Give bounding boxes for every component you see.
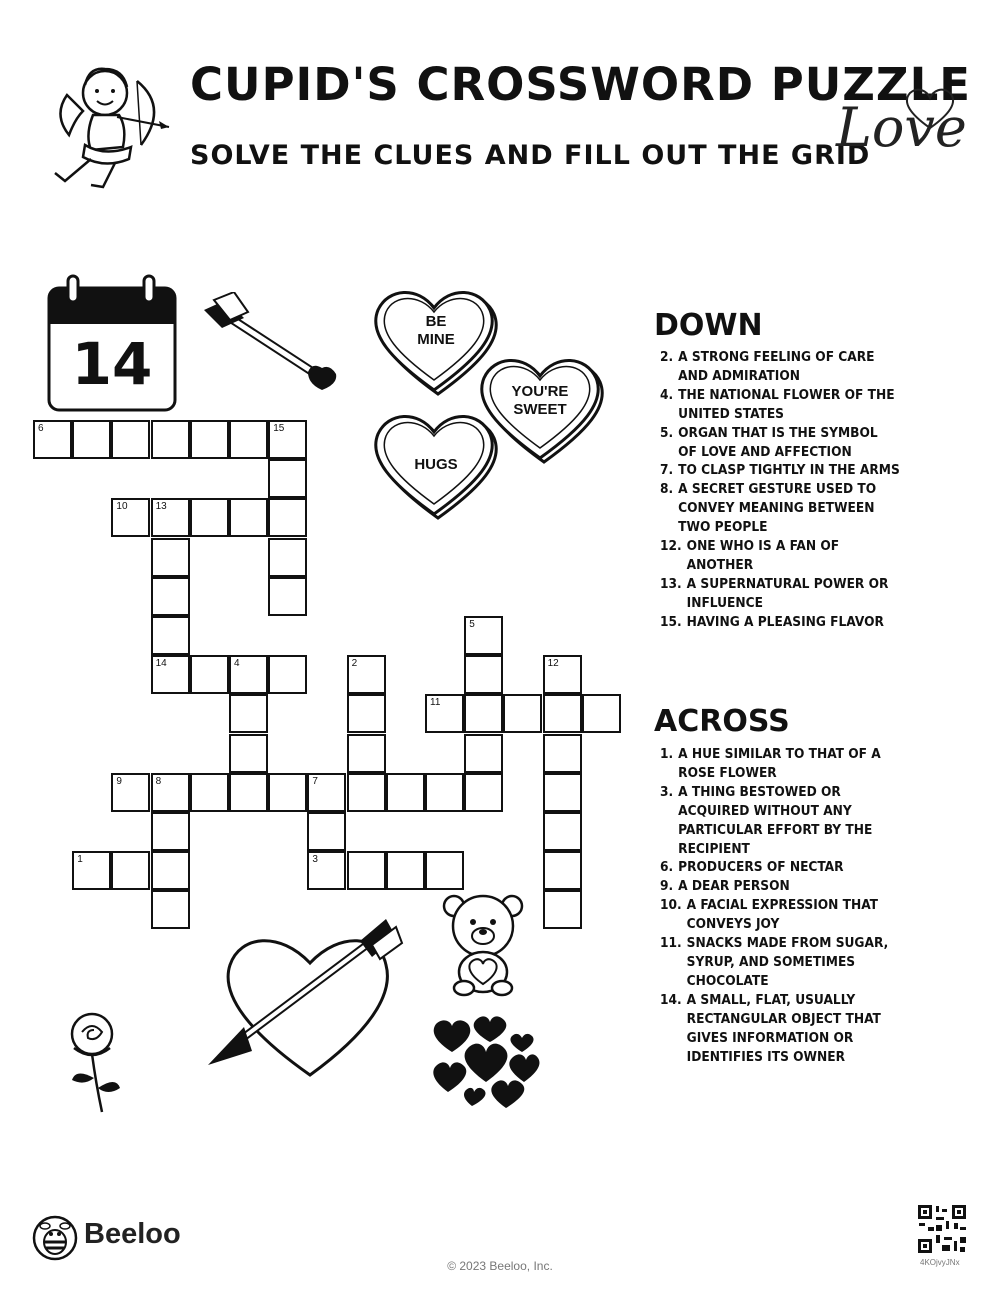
grid-cell[interactable] — [268, 538, 307, 577]
clue-text: A HUE SIMILAR TO THAT OF A ROSE FLOWER — [678, 746, 881, 781]
grid-cell[interactable] — [543, 773, 582, 812]
clue-number: 13. — [660, 575, 682, 592]
cell-number: 10 — [116, 501, 128, 513]
cell-number: 12 — [547, 658, 559, 670]
down-clue — [660, 424, 900, 462]
clue-text: A SMALL, FLAT, USUALLY RECTANGULAR OBJECT THAT GIVES INFORMATION OR IDENTIFIES ITS OWNER — [686, 991, 881, 1065]
across-clue — [660, 783, 900, 859]
grid-cell[interactable] — [151, 851, 190, 890]
across-clue-list — [660, 745, 900, 1066]
clue-text: TO CLASP TIGHTLY IN THE ARMS — [678, 462, 900, 479]
cell-number: 7 — [312, 775, 318, 787]
clue-text: ORGAN THAT IS THE SYMBOL OF LOVE AND AFFECTION — [678, 424, 878, 460]
print-code: 4KOjvyJNx — [920, 1258, 960, 1267]
down-heading: DOWN — [654, 308, 763, 343]
clue-number: 11. — [660, 935, 682, 952]
clue-number: 14. — [660, 991, 682, 1008]
grid-cell[interactable] — [268, 655, 307, 694]
grid-cell[interactable] — [229, 734, 268, 773]
clue-text: A DEAR PERSON — [678, 878, 790, 895]
love-heart-icon — [900, 84, 960, 134]
teddy-bear-icon — [438, 888, 528, 998]
grid-cell[interactable] — [268, 773, 307, 812]
grid-cell[interactable] — [151, 538, 190, 577]
grid-cell[interactable] — [268, 459, 307, 498]
cell-number: 2 — [351, 658, 358, 670]
grid-cell[interactable] — [464, 616, 503, 655]
cell-number: 1 — [77, 854, 83, 866]
clue-text: A THING BESTOWED OR ACQUIRED WITHOUT ANY PARTICULAR EFFORT BY THE RECIPIENT — [678, 783, 873, 857]
heart-text-youre: YOU'RE — [511, 383, 569, 400]
cell-number: 8 — [155, 775, 162, 787]
clue-text: HAVING A PLEASING FLAVOR — [686, 613, 884, 630]
grid-cell[interactable] — [425, 773, 464, 812]
qr-code-icon — [916, 1203, 968, 1255]
grid-cell[interactable] — [347, 655, 386, 694]
grid-cell[interactable] — [151, 890, 190, 929]
across-heading: ACROSS — [654, 704, 790, 739]
grid-cell[interactable] — [111, 498, 150, 537]
grid-cell[interactable] — [386, 773, 425, 812]
grid-cell[interactable] — [464, 734, 503, 773]
grid-cell[interactable] — [464, 655, 503, 694]
down-clue — [660, 537, 900, 575]
calendar-day: 14 — [71, 330, 153, 398]
grid-cell[interactable] — [268, 577, 307, 616]
cell-number: 13 — [155, 501, 167, 513]
grid-cell[interactable] — [543, 734, 582, 773]
cell-number: 5 — [469, 619, 475, 630]
grid-cell[interactable] — [151, 498, 190, 537]
grid-cell[interactable] — [543, 655, 582, 694]
brand-name: Beeloo — [84, 1218, 181, 1250]
grid-cell[interactable] — [503, 694, 542, 733]
clue-number: 4. — [660, 386, 674, 403]
clue-number: 3. — [660, 783, 674, 800]
grid-cell[interactable] — [229, 655, 268, 694]
copyright-text: © 2023 Beeloo, Inc. — [447, 1259, 553, 1273]
cell-number: 11 — [430, 697, 441, 709]
clue-number: 2. — [660, 349, 674, 365]
rose-icon — [60, 1008, 130, 1116]
page-subtitle: SOLVE THE CLUES AND FILL OUT THE GRID — [190, 140, 871, 171]
grid-cell[interactable] — [72, 851, 111, 890]
grid-cell[interactable] — [307, 851, 346, 890]
grid-cell[interactable] — [543, 890, 582, 929]
cell-number: 15 — [273, 423, 285, 434]
clue-text: SNACKS MADE FROM SUGAR, SYRUP, AND SOMETIMES CHOCOLATE — [686, 935, 889, 989]
clue-text: A FACIAL EXPRESSION THAT CONVEYS JOY — [686, 897, 878, 933]
clue-number: 12. — [660, 538, 682, 555]
clue-number: 1. — [660, 746, 674, 762]
grid-cell[interactable] — [151, 616, 190, 655]
grid-cell[interactable] — [229, 773, 268, 812]
grid-cell[interactable] — [151, 812, 190, 851]
clue-text: ONE WHO IS A FAN OF ANOTHER — [686, 538, 840, 573]
down-clue — [660, 575, 900, 613]
candy-hearts-icon — [362, 276, 622, 526]
cell-number: 6 — [38, 423, 44, 434]
cupid-icon — [45, 55, 175, 200]
clue-text: A SUPERNATURAL POWER OR INFLUENCE — [686, 575, 889, 611]
clue-number: 15. — [660, 613, 682, 630]
clue-number: 10. — [660, 897, 682, 914]
across-clue — [660, 934, 900, 991]
cell-number: 14 — [155, 658, 167, 670]
grid-cell[interactable] — [464, 773, 503, 812]
down-clue-list — [660, 348, 900, 632]
clue-number: 6. — [660, 859, 674, 876]
grid-cell[interactable] — [229, 694, 268, 733]
across-clue — [660, 896, 900, 934]
grid-cell[interactable] — [268, 498, 307, 537]
across-clue — [660, 858, 900, 877]
grid-cell[interactable] — [347, 851, 386, 890]
clue-number: 9. — [660, 878, 674, 895]
heart-text-hugs: HUGS — [414, 456, 458, 473]
grid-cell[interactable] — [543, 851, 582, 890]
down-clue — [660, 613, 900, 632]
grid-cell[interactable] — [190, 420, 229, 459]
grid-cell[interactable] — [111, 420, 150, 459]
grid-cell[interactable] — [33, 420, 72, 459]
grid-cell[interactable] — [307, 812, 346, 851]
grid-cell[interactable] — [229, 420, 268, 459]
arrow-icon — [196, 292, 346, 398]
hearts-cluster-icon — [428, 1010, 540, 1110]
grid-cell[interactable] — [111, 773, 150, 812]
page-title: CUPID'S CROSSWORD PUZZLE — [190, 58, 971, 111]
grid-cell[interactable] — [72, 420, 111, 459]
grid-cell[interactable] — [111, 851, 150, 890]
grid-cell[interactable] — [190, 655, 229, 694]
grid-cell[interactable] — [151, 655, 190, 694]
grid-cell[interactable] — [347, 773, 386, 812]
grid-cell[interactable] — [464, 694, 503, 733]
cell-number: 9 — [116, 775, 122, 787]
grid-cell[interactable] — [347, 694, 386, 733]
grid-cell[interactable] — [151, 773, 190, 812]
grid-cell[interactable] — [151, 420, 190, 459]
grid-cell[interactable] — [307, 773, 346, 812]
clue-text: PRODUCERS OF NECTAR — [678, 859, 844, 876]
clue-number: 8. — [660, 481, 674, 498]
love-script-text: Love — [836, 96, 967, 159]
grid-cell[interactable] — [386, 851, 425, 890]
heart-arrow-icon — [200, 915, 415, 1080]
heart-text-be: BE — [425, 313, 447, 330]
clue-text: THE NATIONAL FLOWER OF THE UNITED STATES — [678, 386, 895, 422]
down-clue — [660, 480, 900, 537]
heart-text-sweet: SWEET — [513, 401, 567, 418]
grid-cell[interactable] — [190, 498, 229, 537]
cell-number: 3 — [312, 854, 318, 866]
grid-cell[interactable] — [582, 694, 621, 733]
clue-number: 5. — [660, 424, 674, 441]
down-clue — [660, 386, 900, 424]
grid-cell[interactable] — [543, 694, 582, 733]
grid-cell[interactable] — [425, 694, 464, 733]
grid-cell[interactable] — [543, 812, 582, 851]
grid-cell[interactable] — [229, 498, 268, 537]
grid-cell[interactable] — [425, 851, 464, 890]
beeloo-logo-icon — [32, 1215, 78, 1261]
heart-text-mine: MINE — [417, 331, 455, 348]
across-clue — [660, 991, 900, 1067]
clue-text: A SECRET GESTURE USED TO CONVEY MEANING BETWEEN TWO PEOPLE — [678, 481, 877, 536]
clue-number: 7. — [660, 462, 674, 479]
clue-text: A STRONG FEELING OF CARE AND ADMIRATION — [678, 349, 875, 384]
grid-cell[interactable] — [268, 420, 307, 459]
grid-cell[interactable] — [347, 734, 386, 773]
across-clue — [660, 877, 900, 896]
across-clue — [660, 745, 900, 783]
down-clue — [660, 348, 900, 386]
down-clue — [660, 461, 900, 480]
grid-cell[interactable] — [151, 577, 190, 616]
grid-cell[interactable] — [190, 773, 229, 812]
cell-number: 4 — [234, 658, 240, 670]
